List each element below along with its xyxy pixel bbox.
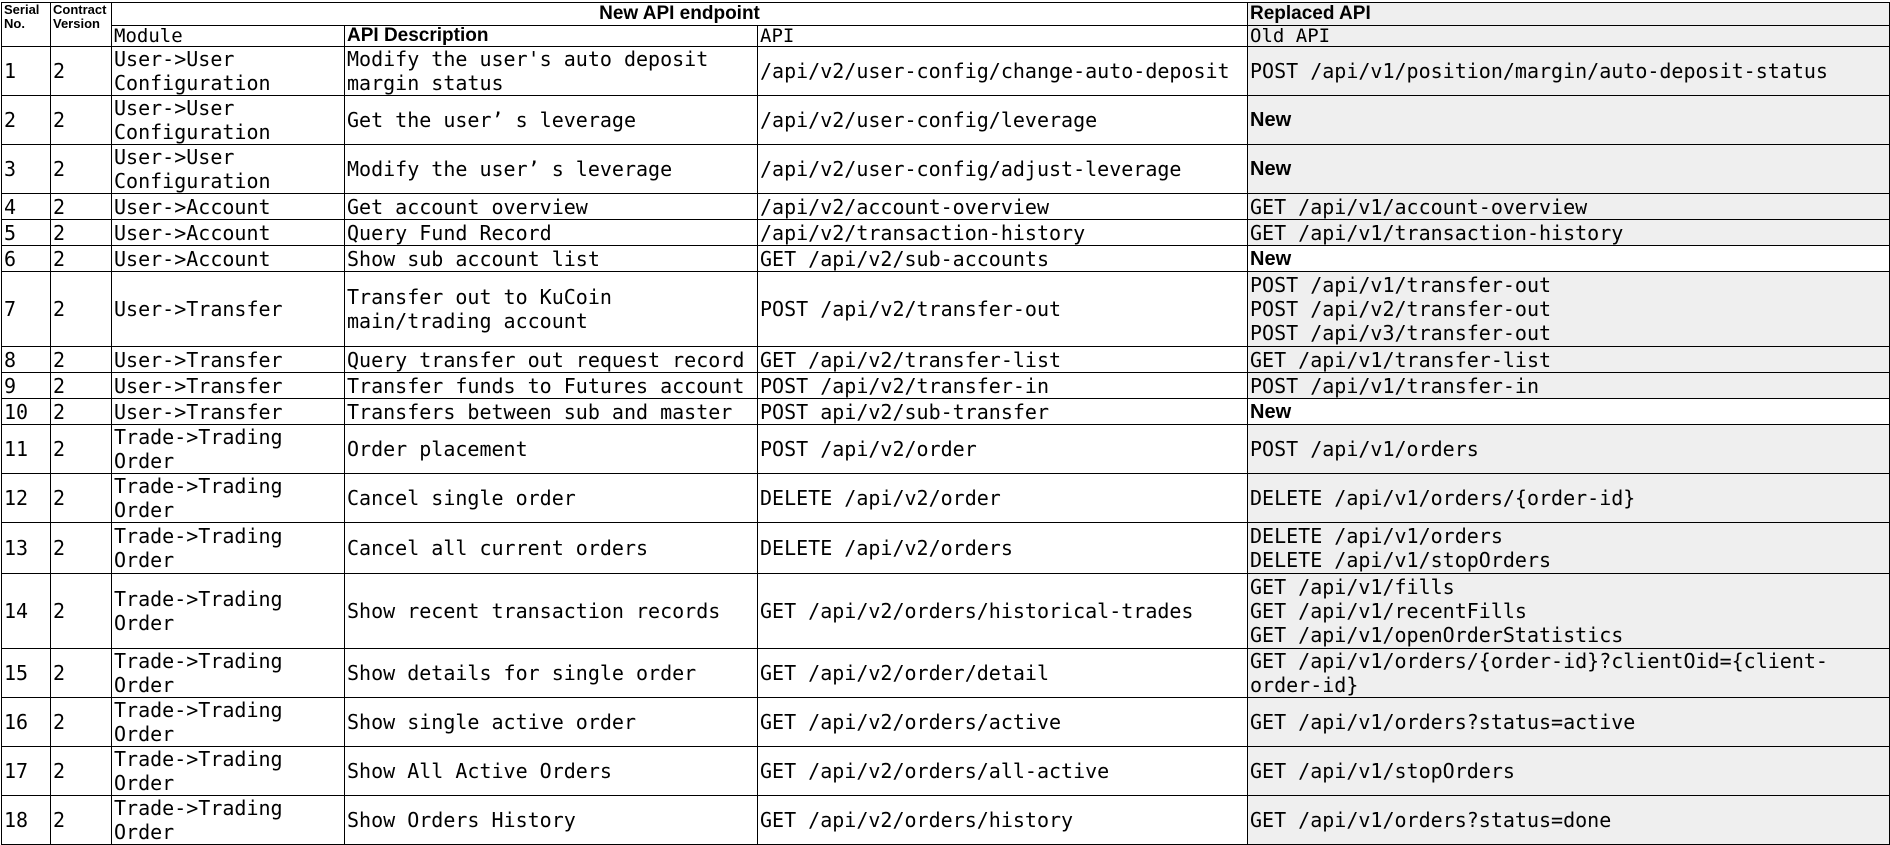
api-description-cell: Get account overview <box>345 194 758 220</box>
serial-no-cell: 14 <box>2 574 51 649</box>
table-row <box>2 373 1890 399</box>
serial-no-cell: 17 <box>2 747 51 796</box>
contract-version-cell: 2 <box>51 523 112 574</box>
old-api-cell <box>1248 523 1890 574</box>
serial-no-cell: 5 <box>2 220 51 246</box>
table-row <box>2 425 1890 474</box>
api-description-cell: Modify the user's auto deposit margin status <box>345 47 758 96</box>
api-description-cell: Order placement <box>345 425 758 474</box>
old-api-cell <box>1248 272 1890 347</box>
contract-version-cell: 2 <box>51 373 112 399</box>
serial-no-cell: 16 <box>2 698 51 747</box>
old-api-cell <box>1248 425 1890 474</box>
old-api-line: GET /api/v1/fills <box>1250 575 1455 599</box>
old-api-cell <box>1248 574 1890 649</box>
old-api-cell <box>1248 220 1890 246</box>
old-api-line: GET /api/v1/orders?status=done <box>1250 808 1612 832</box>
new-api-cell: GET /api/v2/transfer-list <box>758 347 1248 373</box>
contract-version-cell: 2 <box>51 272 112 347</box>
new-api-cell: GET /api/v2/orders/all-active <box>758 747 1248 796</box>
contract-version-header: Contract Version <box>51 3 112 47</box>
old-api-line: GET /api/v1/account-overview <box>1250 194 1588 219</box>
table-row <box>2 96 1890 145</box>
new-api-cell: GET /api/v2/order/detail <box>758 649 1248 698</box>
table-row <box>2 220 1890 246</box>
old-api-line: New <box>1250 109 1292 131</box>
serial-no-cell: 3 <box>2 145 51 194</box>
api-description-cell: Show single active order <box>345 698 758 747</box>
module-cell: Trade->Trading Order <box>112 523 345 574</box>
api-description-cell: Show All Active Orders <box>345 747 758 796</box>
serial-no-cell: 4 <box>2 194 51 220</box>
api-mapping-table <box>1 2 1890 845</box>
subheader-row <box>2 26 1890 47</box>
table-row <box>2 649 1890 698</box>
old-api-line: New <box>1250 247 1292 270</box>
old-api-line: POST /api/v1/transfer-out <box>1250 273 1552 297</box>
contract-version-cell: 2 <box>51 796 112 845</box>
api-description-cell: Show recent transaction records <box>345 574 758 649</box>
module-cell: Trade->Trading Order <box>112 649 345 698</box>
old-api-line: New <box>1250 158 1292 180</box>
table-row <box>2 747 1890 796</box>
old-api-line: POST /api/v1/position/margin/auto-deposit-status <box>1250 59 1828 83</box>
module-header: Module <box>112 26 345 47</box>
module-cell: Trade->Trading Order <box>112 474 345 523</box>
contract-version-cell: 2 <box>51 220 112 246</box>
api-description-cell: Query transfer out request record <box>345 347 758 373</box>
contract-version-cell: 2 <box>51 246 112 272</box>
table-row <box>2 145 1890 194</box>
module-cell: User->Account <box>112 246 345 272</box>
old-api-cell <box>1248 145 1890 194</box>
contract-version-cell: 2 <box>51 649 112 698</box>
table-row <box>2 399 1890 425</box>
module-cell: User->Account <box>112 220 345 246</box>
serial-no-cell: 7 <box>2 272 51 347</box>
old-api-cell <box>1248 474 1890 523</box>
old-api-cell <box>1248 747 1890 796</box>
old-api-line: GET /api/v1/stopOrders <box>1250 759 1515 783</box>
table-row <box>2 474 1890 523</box>
api-description-cell: Show sub account list <box>345 246 758 272</box>
new-api-cell: POST /api/v2/order <box>758 425 1248 474</box>
api-header: API <box>758 26 1248 47</box>
contract-version-cell: 2 <box>51 194 112 220</box>
new-api-cell: GET /api/v2/sub-accounts <box>758 246 1248 272</box>
serial-no-cell: 2 <box>2 96 51 145</box>
api-description-cell: Transfer out to KuCoin main/trading account <box>345 272 758 347</box>
module-cell: User->Transfer <box>112 399 345 425</box>
old-api-line: POST /api/v1/orders <box>1250 437 1479 461</box>
new-api-cell: GET /api/v2/orders/active <box>758 698 1248 747</box>
contract-version-cell: 2 <box>51 347 112 373</box>
contract-version-cell: 2 <box>51 399 112 425</box>
table-row <box>2 574 1890 649</box>
serial-no-cell: 12 <box>2 474 51 523</box>
old-api-line: POST /api/v3/transfer-out <box>1250 321 1552 345</box>
header-row <box>2 3 1890 26</box>
old-api-cell <box>1248 399 1890 425</box>
new-api-cell: GET /api/v2/orders/history <box>758 796 1248 845</box>
module-cell: Trade->Trading Order <box>112 425 345 474</box>
old-api-line: DELETE /api/v1/stopOrders <box>1250 548 1552 572</box>
serial-no-cell: 11 <box>2 425 51 474</box>
old-api-line: DELETE /api/v1/orders/{order-id} <box>1250 486 1636 510</box>
api-description-cell: Cancel single order <box>345 474 758 523</box>
table-row <box>2 194 1890 220</box>
serial-no-cell: 10 <box>2 399 51 425</box>
module-cell: Trade->Trading Order <box>112 796 345 845</box>
api-description-cell: Transfers between sub and master <box>345 399 758 425</box>
old-api-line: POST /api/v2/transfer-out <box>1250 297 1552 321</box>
old-api-line: GET /api/v1/orders/{order-id}?clientOid={client-order-id} <box>1250 649 1828 697</box>
new-api-cell: /api/v2/user-config/adjust-leverage <box>758 145 1248 194</box>
old-api-cell <box>1248 96 1890 145</box>
old-api-line: GET /api/v1/recentFills <box>1250 599 1527 623</box>
serial-no-cell: 9 <box>2 373 51 399</box>
module-cell: User->Transfer <box>112 373 345 399</box>
table-row <box>2 523 1890 574</box>
old-api-cell <box>1248 246 1890 272</box>
api-description-cell: Cancel all current orders <box>345 523 758 574</box>
module-cell: User->User Configuration <box>112 96 345 145</box>
module-cell: User->User Configuration <box>112 145 345 194</box>
module-cell: Trade->Trading Order <box>112 747 345 796</box>
new-api-cell: /api/v2/transaction-history <box>758 220 1248 246</box>
new-api-cell: POST /api/v2/transfer-out <box>758 272 1248 347</box>
old-api-cell <box>1248 347 1890 373</box>
new-api-cell: /api/v2/user-config/leverage <box>758 96 1248 145</box>
old-api-line: GET /api/v1/openOrderStatistics <box>1250 623 1624 647</box>
replaced-api-header: Replaced API <box>1248 3 1890 26</box>
old-api-cell <box>1248 796 1890 845</box>
old-api-cell <box>1248 698 1890 747</box>
module-cell: User->Account <box>112 194 345 220</box>
contract-version-cell: 2 <box>51 96 112 145</box>
table-row <box>2 47 1890 96</box>
table-row <box>2 698 1890 747</box>
table-row <box>2 796 1890 845</box>
old-api-line: GET /api/v1/transaction-history <box>1250 220 1624 245</box>
old-api-cell <box>1248 373 1890 399</box>
api-description-cell: Transfer funds to Futures account <box>345 373 758 399</box>
new-api-cell: DELETE /api/v2/orders <box>758 523 1248 574</box>
module-cell: User->Transfer <box>112 272 345 347</box>
contract-version-cell: 2 <box>51 747 112 796</box>
serial-no-cell: 8 <box>2 347 51 373</box>
table-row <box>2 347 1890 373</box>
old-api-line: New <box>1250 400 1292 423</box>
contract-version-cell: 2 <box>51 47 112 96</box>
contract-version-cell: 2 <box>51 425 112 474</box>
api-description-header: API Description <box>345 26 758 47</box>
contract-version-cell: 2 <box>51 145 112 194</box>
contract-version-cell: 2 <box>51 698 112 747</box>
new-api-cell: GET /api/v2/orders/historical-trades <box>758 574 1248 649</box>
api-description-cell: Modify the user’ s leverage <box>345 145 758 194</box>
new-api-cell: /api/v2/account-overview <box>758 194 1248 220</box>
old-api-line: GET /api/v1/transfer-list <box>1250 347 1552 372</box>
serial-no-header: Serial No. <box>2 3 51 47</box>
api-description-cell: Show details for single order <box>345 649 758 698</box>
serial-no-cell: 13 <box>2 523 51 574</box>
api-description-cell: Show Orders History <box>345 796 758 845</box>
module-cell: User->Transfer <box>112 347 345 373</box>
table-row <box>2 272 1890 347</box>
module-cell: Trade->Trading Order <box>112 698 345 747</box>
api-description-cell: Get the user’ s leverage <box>345 96 758 145</box>
contract-version-cell: 2 <box>51 474 112 523</box>
serial-no-cell: 1 <box>2 47 51 96</box>
old-api-line: POST /api/v1/transfer-in <box>1250 373 1539 398</box>
new-api-cell: POST /api/v2/transfer-in <box>758 373 1248 399</box>
serial-no-cell: 6 <box>2 246 51 272</box>
new-api-cell: DELETE /api/v2/order <box>758 474 1248 523</box>
old-api-cell <box>1248 47 1890 96</box>
module-cell: Trade->Trading Order <box>112 574 345 649</box>
new-api-endpoint-header: New API endpoint <box>112 3 1248 26</box>
new-api-cell: POST api/v2/sub-transfer <box>758 399 1248 425</box>
serial-no-cell: 18 <box>2 796 51 845</box>
module-cell: User->User Configuration <box>112 47 345 96</box>
old-api-cell <box>1248 194 1890 220</box>
old-api-header: Old API <box>1248 26 1890 47</box>
old-api-line: GET /api/v1/orders?status=active <box>1250 710 1636 734</box>
contract-version-cell: 2 <box>51 574 112 649</box>
old-api-line: DELETE /api/v1/orders <box>1250 524 1503 548</box>
api-description-cell: Query Fund Record <box>345 220 758 246</box>
new-api-cell: /api/v2/user-config/change-auto-deposit <box>758 47 1248 96</box>
serial-no-cell: 15 <box>2 649 51 698</box>
table-row <box>2 246 1890 272</box>
old-api-cell <box>1248 649 1890 698</box>
